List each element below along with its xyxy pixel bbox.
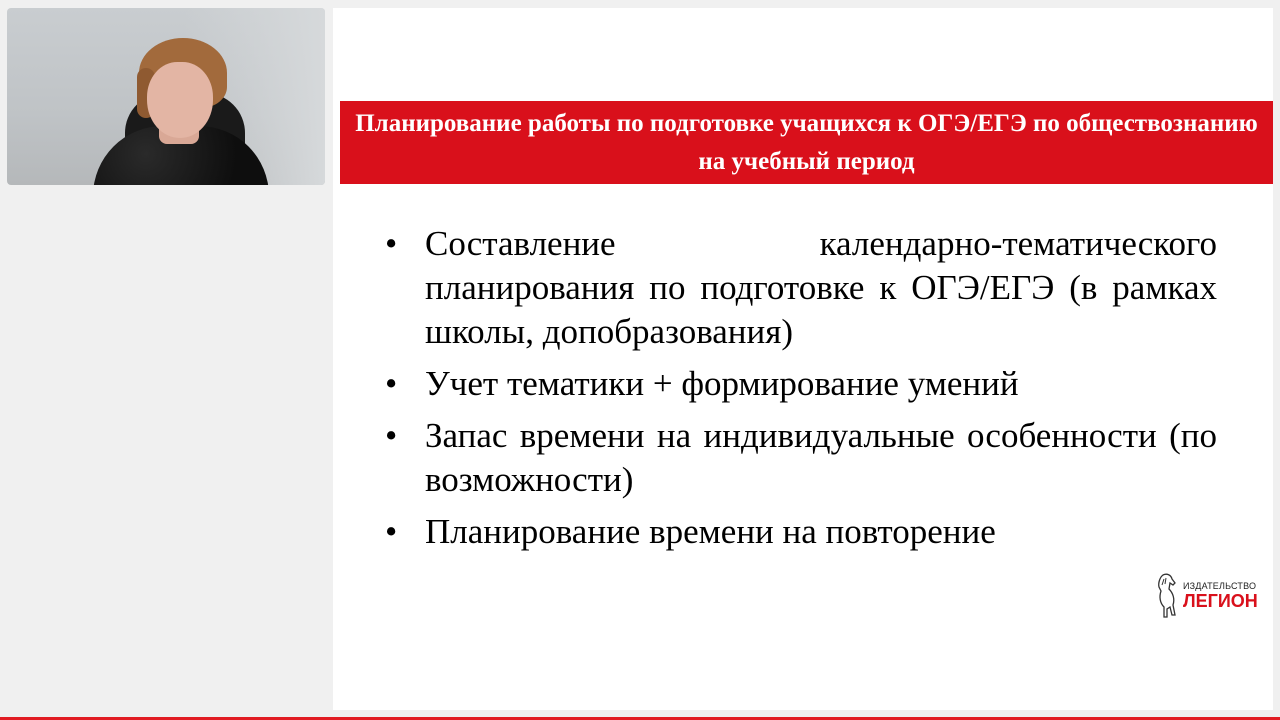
logo-line2: ЛЕГИОН	[1183, 590, 1258, 611]
bullet-item	[385, 362, 1217, 406]
bullet-dot: •	[385, 416, 398, 455]
bullet-item	[385, 510, 1217, 554]
participant-video[interactable]	[7, 8, 325, 185]
bullet-item	[385, 414, 1217, 502]
horse-logo-icon	[1155, 571, 1181, 619]
presentation-slide	[333, 8, 1273, 710]
publisher-logo	[1155, 570, 1270, 620]
bullet-dot: •	[385, 364, 398, 403]
bullet-dot: •	[385, 224, 398, 263]
bullet-text: Запас времени на индивидуальные особенности (по возможности)	[425, 416, 1217, 499]
bullet-text: Составление календарно-тематического планирования по подготовке к ОГЭ/ЕГЭ (в рамках школы, допобразования)	[425, 224, 1217, 351]
bullet-text: Учет тематики + формирование умений	[425, 364, 1019, 403]
bullet-list	[385, 222, 1217, 562]
bullet-dot: •	[385, 512, 398, 551]
slide-title: Планирование работы по подготовке учащихся к ОГЭ/ЕГЭ по обществознанию на учебный период	[340, 101, 1273, 184]
bullet-text: Планирование времени на повторение	[425, 512, 996, 551]
participant-face	[147, 62, 213, 138]
logo-line1: ИЗДАТЕЛЬСТВО	[1183, 580, 1257, 591]
bullet-item	[385, 222, 1217, 354]
